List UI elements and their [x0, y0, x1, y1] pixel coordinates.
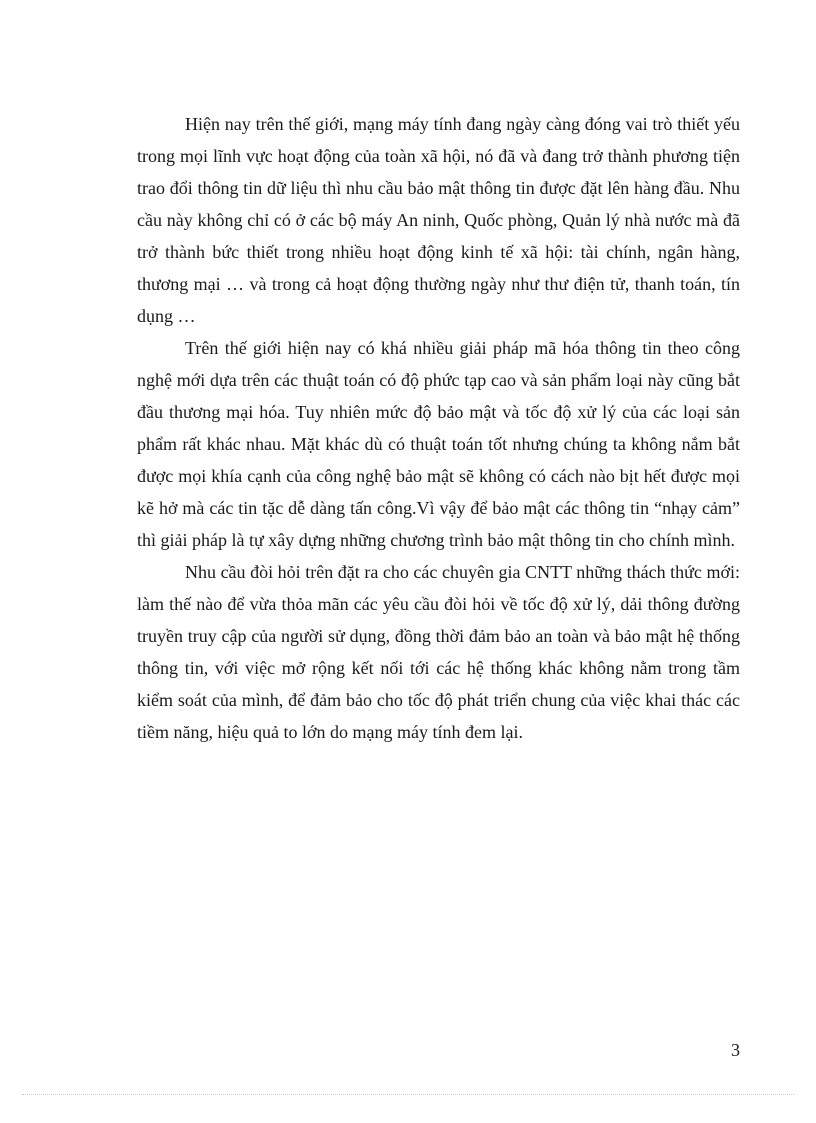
paragraph-3: Nhu cầu đòi hỏi trên đặt ra cho các chuyên gia CNTT những thách thức mới: làm thế nào để vừa thỏa mãn các yêu cầu đòi hỏi về tốc độ xử lý, dải thông đường truyền truy cập của người sử dụng, đồng thời đảm bảo an toàn và bảo mật hệ thống thông tin, với việc mở rộng kết nối tới các hệ thống khác không nằm trong tầm kiểm soát của mình, để đảm bảo cho tốc độ phát triển chung của việc khai thác các tiềm năng, hiệu quả to lớn do mạng máy tính đem lại. — [137, 562, 740, 742]
page-number: 3 — [731, 1040, 740, 1060]
paragraph-2: Trên thế giới hiện nay có khá nhiều giải pháp mã hóa thông tin theo công nghệ mới dựa trên các thuật toán có độ phức tạp cao và sản phẩm loại này cũng bắt đầu thương mại hóa. Tuy nhiên mức độ bảo mật và tốc độ xử lý của các loại sản phẩm rất khác nhau. Mặt khác dù có thuật toán tốt nhưng chúng ta không nắm bắt được mọi khía cạnh của công nghệ bảo mật sẽ không có cách nào bịt hết được mọi kẽ hở mà các tin tặc dễ dàng tấn công.Vì vậy để bảo mật các thông tin “nhạy cảm” thì giải pháp là tự xây dựng những chương trình bảo mật thông tin cho chính mình. — [137, 338, 740, 550]
footer-divider — [22, 1094, 794, 1095]
paragraph-1: Hiện nay trên thế giới, mạng máy tính đang ngày càng đóng vai trò thiết yếu trong mọi lĩnh vực hoạt động của toàn xã hội, nó đã và đang trở thành phương tiện trao đổi thông tin dữ liệu thì nhu cầu bảo mật thông tin được đặt lên hàng đầu. Nhu cầu này không chỉ có ở các bộ máy An ninh, Quốc phòng, Quản lý nhà nước mà đã trở thành bức thiết trong nhiều hoạt động kinh tế xã hội: tài chính, ngân hàng, thương mại … và trong cả hoạt động thường ngày như thư điện tử, thanh toán, tín dụng … — [137, 114, 740, 326]
body-text — [137, 108, 740, 748]
